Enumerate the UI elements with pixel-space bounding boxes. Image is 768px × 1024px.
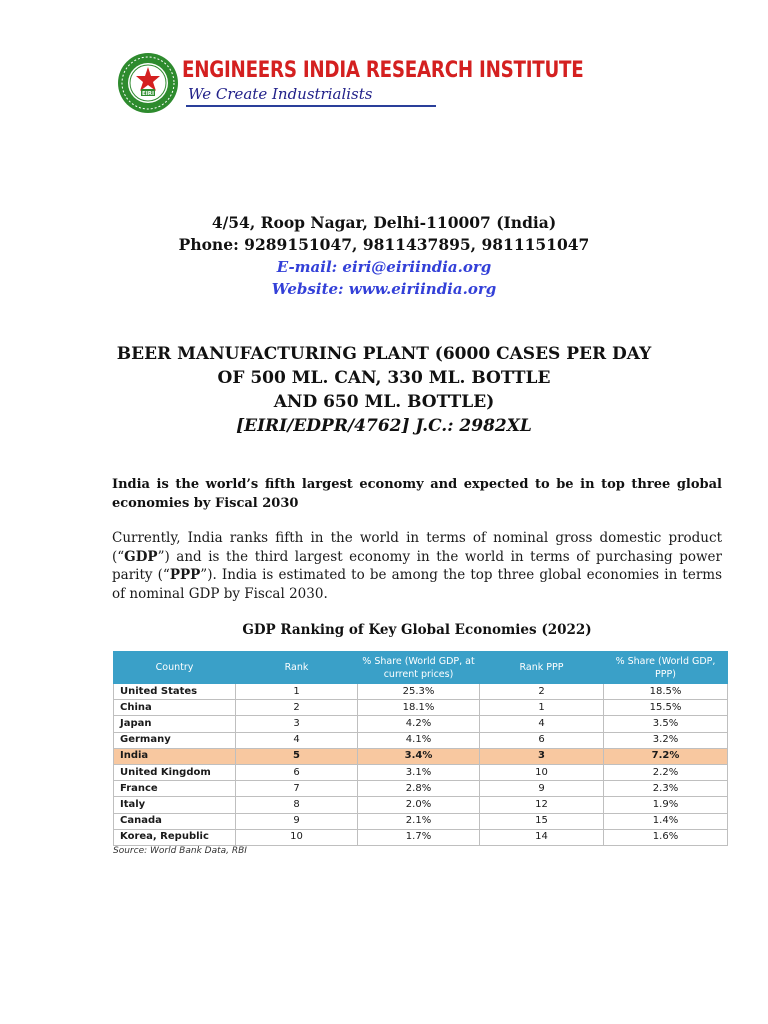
country-cell: China: [114, 700, 236, 716]
eiri-seal-icon: [117, 52, 179, 114]
table-cell: 2.1%: [358, 813, 480, 829]
table-cell: 3.2%: [604, 732, 728, 748]
table-cell: 3: [480, 748, 604, 764]
table-cell: 4: [480, 716, 604, 732]
website-link[interactable]: Website: www.eiriindia.org: [271, 280, 497, 298]
country-cell: Canada: [114, 813, 236, 829]
country-cell: Germany: [114, 732, 236, 748]
table-cell: 8: [236, 797, 358, 813]
org-name: ENGINEERS INDIA RESEARCH INSTITUTE: [182, 58, 584, 83]
gdp-ranking-table: [113, 651, 728, 846]
column-header: Rank: [236, 652, 358, 684]
email-link[interactable]: E-mail: eiri@eiriindia.org: [276, 258, 492, 276]
table-cell: 4.1%: [358, 732, 480, 748]
para-text-3: ”). India is estimated to be among the top three global economies in terms of nominal GDP by Fiscal 2030.: [112, 567, 722, 602]
address-line: 4/54, Roop Nagar, Delhi-110007 (India): [211, 213, 557, 232]
table-cell: 5: [236, 748, 358, 764]
country-cell: Japan: [114, 716, 236, 732]
country-cell: India: [114, 748, 236, 764]
table-cell: 18.1%: [358, 700, 480, 716]
table-cell: 2.0%: [358, 797, 480, 813]
table-cell: 18.5%: [604, 684, 728, 700]
table-row: [114, 829, 728, 845]
table-cell: 2.8%: [358, 781, 480, 797]
section-heading: India is the world’s fifth largest economy and expected to be in top three global economies by Fiscal 2030: [112, 477, 722, 511]
table-cell: 9: [480, 781, 604, 797]
table-cell: 1.6%: [604, 829, 728, 845]
table-cell: 4: [236, 732, 358, 748]
table-row: [114, 716, 728, 732]
table-cell: 3.5%: [604, 716, 728, 732]
para-gdp: GDP: [124, 548, 158, 565]
column-header: % Share (World GDP, PPP): [604, 652, 728, 684]
table-cell: 1.9%: [604, 797, 728, 813]
para-text-2: ”) and is the third largest economy in the world in terms of purchasing power parity (“: [112, 548, 722, 583]
project-title: [0, 342, 768, 438]
country-cell: Italy: [114, 797, 236, 813]
para-ppp: PPP: [169, 567, 201, 583]
table-row: [114, 684, 728, 700]
table-source-note: Source: World Bank Data, RBI: [113, 846, 247, 856]
body-paragraph: [112, 529, 722, 603]
table-cell: 2.2%: [604, 764, 728, 780]
column-header: Country: [114, 652, 236, 684]
table-row: [114, 764, 728, 780]
project-code: [EIRI/EDPR/4762] J.C.: 2982XL: [236, 416, 532, 436]
table-cell: 4.2%: [358, 716, 480, 732]
title-line-2: OF 500 ML. CAN, 330 ML. BOTTLE: [217, 368, 551, 388]
country-cell: United Kingdom: [114, 764, 236, 780]
title-line-3: AND 650 ML. BOTTLE): [273, 392, 495, 412]
org-tagline: We Create Industrialists: [188, 85, 373, 103]
table-cell: 10: [236, 829, 358, 845]
table-cell: 1: [480, 700, 604, 716]
seal-text: EIRI: [141, 91, 155, 97]
table-cell: 15: [480, 813, 604, 829]
phone-line: Phone: 9289151047, 9811437895, 9811151047: [178, 235, 590, 254]
table-cell: 6: [480, 732, 604, 748]
table-cell: 1.7%: [358, 829, 480, 845]
table-row: [114, 700, 728, 716]
table-row: [114, 813, 728, 829]
table-cell: 1: [236, 684, 358, 700]
eiri-logo: [112, 50, 584, 116]
table-cell: 2.3%: [604, 781, 728, 797]
table-cell: 3.1%: [358, 764, 480, 780]
table-cell: 25.3%: [358, 684, 480, 700]
table-cell: 1.4%: [604, 813, 728, 829]
table-cell: 2: [236, 700, 358, 716]
table-cell: 3.4%: [358, 748, 480, 764]
table-header-row: [114, 652, 728, 684]
table-cell: 7: [236, 781, 358, 797]
table-cell: 2: [480, 684, 604, 700]
table-row: [114, 781, 728, 797]
table-cell: 3: [236, 716, 358, 732]
table-row: [114, 748, 728, 764]
table-cell: 9: [236, 813, 358, 829]
column-header: Rank PPP: [480, 652, 604, 684]
table-cell: 12: [480, 797, 604, 813]
table-cell: 6: [236, 764, 358, 780]
column-header: % Share (World GDP, at current prices): [358, 652, 480, 684]
table-cell: 10: [480, 764, 604, 780]
table-cell: 14: [480, 829, 604, 845]
tagline-underline: [186, 105, 436, 107]
table-cell: 15.5%: [604, 700, 728, 716]
country-cell: United States: [114, 684, 236, 700]
table-row: [114, 732, 728, 748]
table-row: [114, 797, 728, 813]
address-block: [0, 212, 768, 300]
para-text-1: Currently, India ranks fifth in the world in terms of nominal gross domestic product (“: [112, 530, 722, 565]
country-cell: Korea, Republic: [114, 829, 236, 845]
table-body: [114, 684, 728, 846]
table-cell: 7.2%: [604, 748, 728, 764]
title-line-1: BEER MANUFACTURING PLANT (6000 CASES PER DAY: [116, 344, 652, 364]
country-cell: France: [114, 781, 236, 797]
table-title: GDP Ranking of Key Global Economies (2022): [242, 622, 592, 638]
